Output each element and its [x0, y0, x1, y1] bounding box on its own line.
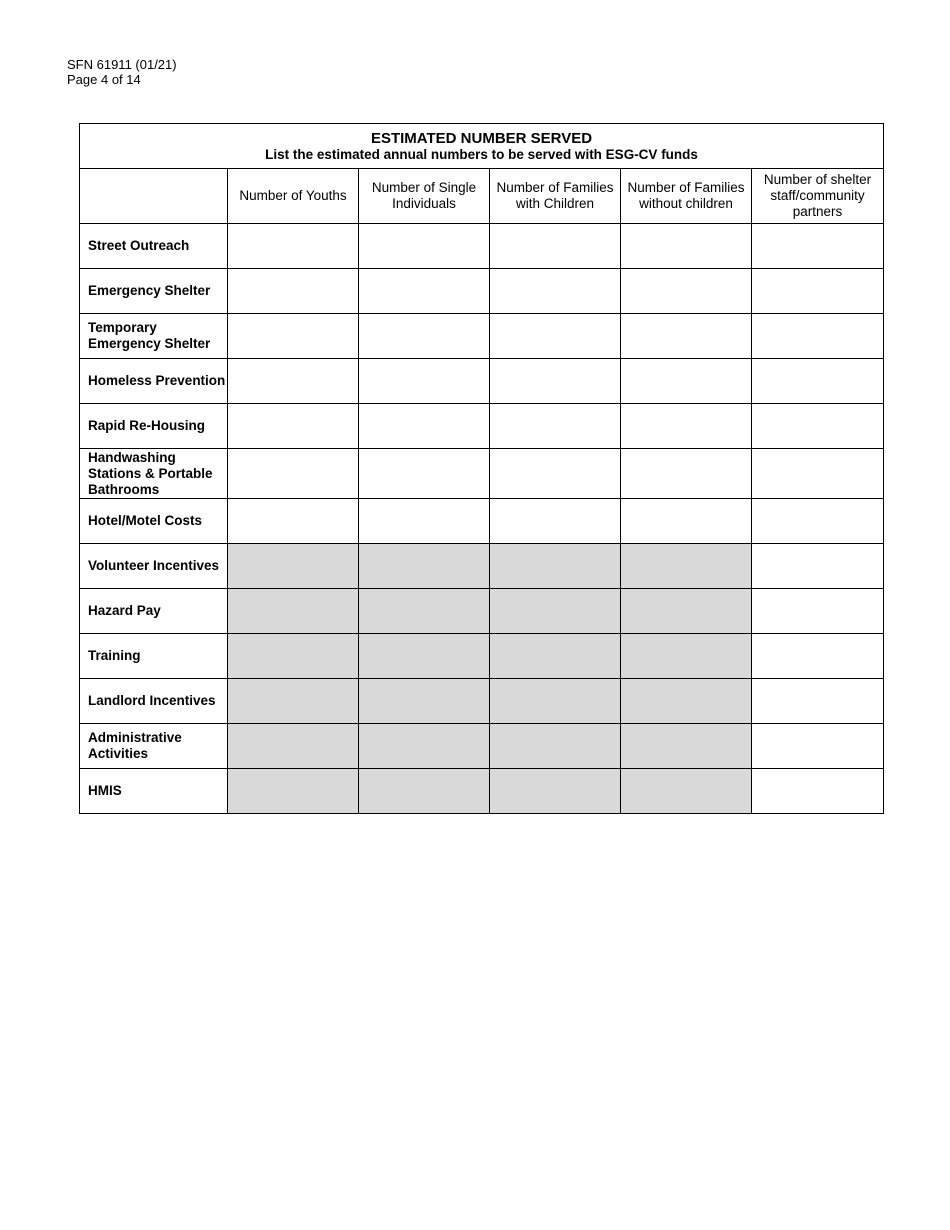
row-label-volunteer-incentives: Volunteer Incentives [80, 544, 228, 589]
input-cell-single-individuals[interactable] [359, 359, 490, 404]
disabled-cell [359, 589, 490, 634]
input-cell-families-with-children[interactable] [490, 314, 621, 359]
column-header-shelter-staff: Number of shelter staff/community partners [752, 169, 884, 224]
disabled-cell [490, 679, 621, 724]
table-title-cell [80, 124, 884, 169]
input-cell-shelter-staff[interactable] [752, 359, 884, 404]
input-cell-youths[interactable] [228, 449, 359, 499]
input-cell-youths[interactable] [228, 499, 359, 544]
input-cell-youths[interactable] [228, 404, 359, 449]
row-label-rapid-re-housing: Rapid Re-Housing [80, 404, 228, 449]
input-cell-single-individuals[interactable] [359, 269, 490, 314]
disabled-cell [490, 724, 621, 769]
column-header-families-with-children: Number of Families with Children [490, 169, 621, 224]
disabled-cell [621, 544, 752, 589]
input-cell-single-individuals[interactable] [359, 499, 490, 544]
input-cell-shelter-staff[interactable] [752, 449, 884, 499]
input-cell-families-with-children[interactable] [490, 359, 621, 404]
row-label-landlord-incentives: Landlord Incentives [80, 679, 228, 724]
input-cell-families-without-children[interactable] [621, 269, 752, 314]
input-cell-families-without-children[interactable] [621, 449, 752, 499]
row-label-homeless-prevention: Homeless Prevention [80, 359, 228, 404]
disabled-cell [621, 769, 752, 814]
disabled-cell [490, 589, 621, 634]
input-cell-single-individuals[interactable] [359, 314, 490, 359]
input-cell-youths[interactable] [228, 269, 359, 314]
input-cell-youths[interactable] [228, 359, 359, 404]
row-label-hazard-pay: Hazard Pay [80, 589, 228, 634]
table-row [80, 634, 884, 679]
table-row [80, 589, 884, 634]
table-row [80, 224, 884, 269]
disabled-cell [490, 769, 621, 814]
table-row [80, 499, 884, 544]
input-cell-single-individuals[interactable] [359, 404, 490, 449]
disabled-cell [621, 724, 752, 769]
disabled-cell [359, 634, 490, 679]
table-row [80, 679, 884, 724]
disabled-cell [621, 589, 752, 634]
disabled-cell [490, 544, 621, 589]
input-cell-families-with-children[interactable] [490, 404, 621, 449]
table-row [80, 724, 884, 769]
input-cell-families-without-children[interactable] [621, 224, 752, 269]
corner-header-cell [80, 169, 228, 224]
input-cell-single-individuals[interactable] [359, 449, 490, 499]
input-cell-shelter-staff[interactable] [752, 544, 884, 589]
form-number: SFN 61911 (01/21) [67, 57, 177, 72]
row-label-hmis: HMIS [80, 769, 228, 814]
disabled-cell [228, 679, 359, 724]
disabled-cell [228, 544, 359, 589]
disabled-cell [228, 724, 359, 769]
input-cell-families-with-children[interactable] [490, 224, 621, 269]
input-cell-shelter-staff[interactable] [752, 634, 884, 679]
table-subtitle: List the estimated annual numbers to be served with ESG-CV funds [265, 146, 698, 162]
input-cell-shelter-staff[interactable] [752, 224, 884, 269]
input-cell-families-without-children[interactable] [621, 404, 752, 449]
input-cell-families-with-children[interactable] [490, 449, 621, 499]
input-cell-shelter-staff[interactable] [752, 404, 884, 449]
table-row [80, 404, 884, 449]
table-row [80, 769, 884, 814]
input-cell-families-without-children[interactable] [621, 359, 752, 404]
table-row [80, 314, 884, 359]
row-label-training: Training [80, 634, 228, 679]
input-cell-youths[interactable] [228, 314, 359, 359]
input-cell-shelter-staff[interactable] [752, 769, 884, 814]
input-cell-families-with-children[interactable] [490, 499, 621, 544]
table-row [80, 269, 884, 314]
row-label-hotel-motel-costs: Hotel/Motel Costs [80, 499, 228, 544]
disabled-cell [490, 634, 621, 679]
table-row [80, 359, 884, 404]
input-cell-families-without-children[interactable] [621, 314, 752, 359]
input-cell-shelter-staff[interactable] [752, 499, 884, 544]
disabled-cell [228, 589, 359, 634]
input-cell-shelter-staff[interactable] [752, 679, 884, 724]
table-title: ESTIMATED NUMBER SERVED [370, 129, 593, 147]
column-header-single-individuals: Number of Single Individuals [359, 169, 490, 224]
disabled-cell [621, 634, 752, 679]
input-cell-shelter-staff[interactable] [752, 269, 884, 314]
disabled-cell [359, 724, 490, 769]
disabled-cell [228, 634, 359, 679]
row-label-administrative-activities: Administrative Activities [80, 724, 228, 769]
estimated-number-served-table [79, 123, 884, 814]
page-header [67, 57, 177, 87]
column-header-row [80, 169, 884, 224]
input-cell-shelter-staff[interactable] [752, 314, 884, 359]
disabled-cell [228, 769, 359, 814]
input-cell-single-individuals[interactable] [359, 224, 490, 269]
input-cell-families-without-children[interactable] [621, 499, 752, 544]
column-header-families-without-children: Number of Families without children [621, 169, 752, 224]
input-cell-shelter-staff[interactable] [752, 589, 884, 634]
input-cell-families-with-children[interactable] [490, 269, 621, 314]
row-label-temporary-emergency-shelter: Temporary Emergency Shelter [80, 314, 228, 359]
row-label-street-outreach: Street Outreach [80, 224, 228, 269]
disabled-cell [359, 769, 490, 814]
input-cell-youths[interactable] [228, 224, 359, 269]
row-label-handwashing-stations: Handwashing Stations & Portable Bathrooms [80, 449, 228, 499]
disabled-cell [359, 679, 490, 724]
table-row [80, 544, 884, 589]
disabled-cell [359, 544, 490, 589]
table-row [80, 449, 884, 499]
row-label-emergency-shelter: Emergency Shelter [80, 269, 228, 314]
input-cell-shelter-staff[interactable] [752, 724, 884, 769]
disabled-cell [621, 679, 752, 724]
page-info: Page 4 of 14 [67, 72, 141, 87]
column-header-youths: Number of Youths [228, 169, 359, 224]
